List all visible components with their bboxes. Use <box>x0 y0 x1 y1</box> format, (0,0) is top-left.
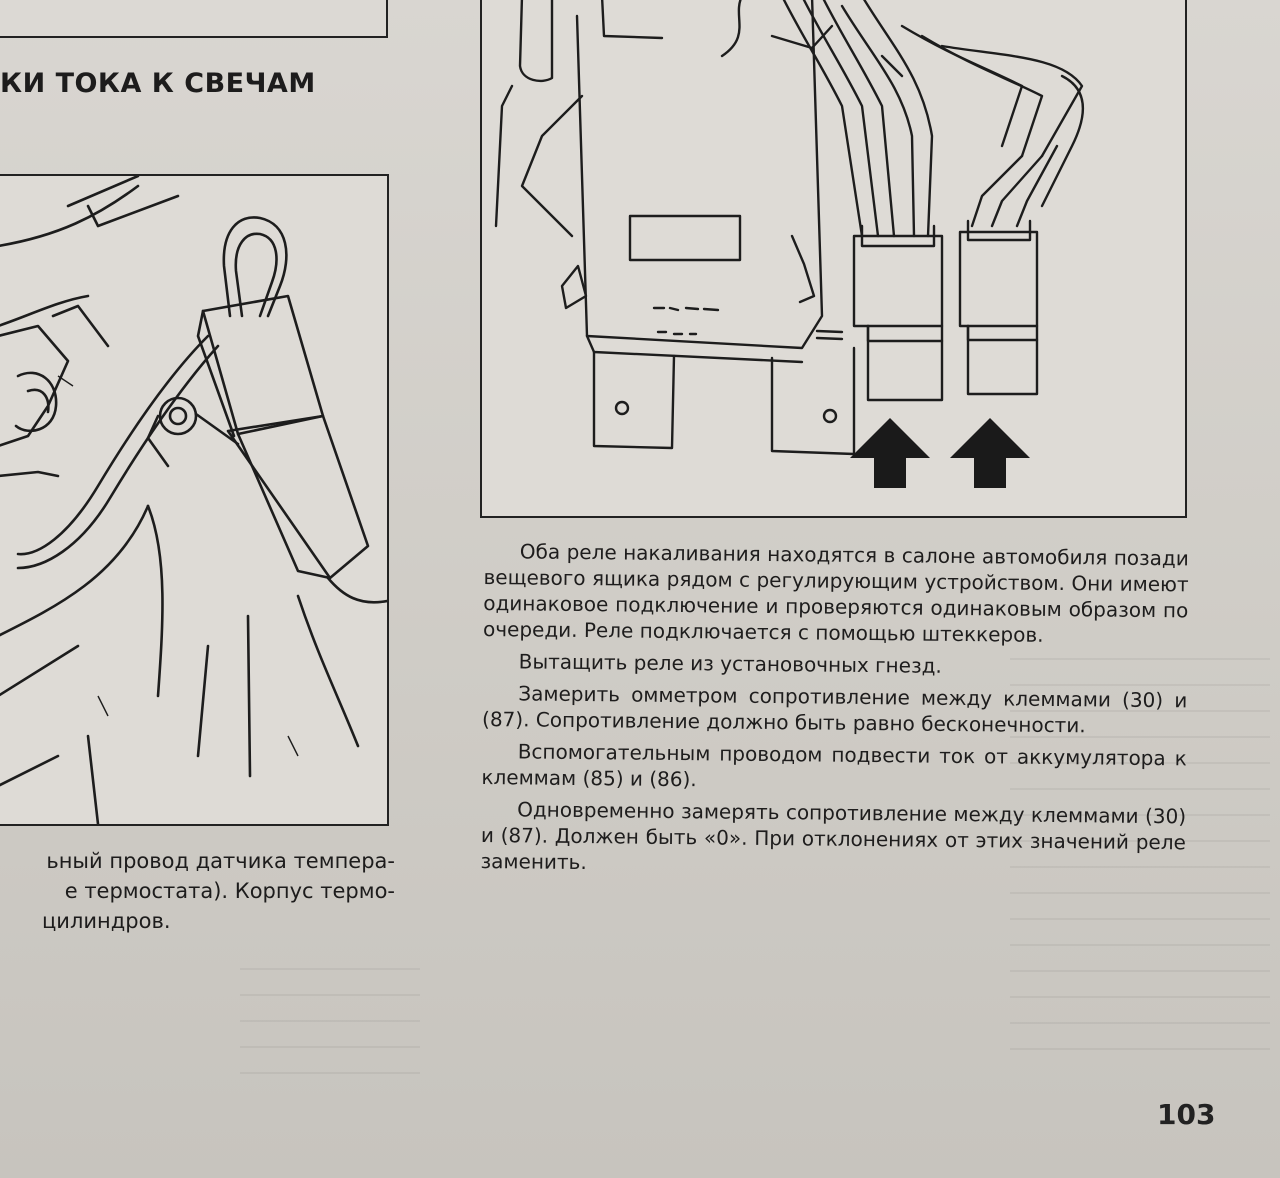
caption-line-1: ьный провод датчика темпера- <box>46 849 395 873</box>
paragraph-remove-relay: Вытащить реле из установочных гнезд. <box>518 649 942 678</box>
sensor-wire-drawing <box>0 176 387 824</box>
caption-line-2: е термостата). Корпус термо- <box>64 879 395 903</box>
glow-relays-figure <box>480 0 1187 518</box>
paragraph-relay-location: Оба реле накаливания находятся в салоне автомобиля позади вещевого ящика рядом с регулирующим устройством. Они имеют одинаковое подключение и проверяются одинаковым образом по очереди. Реле подключается с помощью штеккеров. <box>482 539 1189 647</box>
paragraph-check-zero: Одновременно замерять сопротивление между клеммами (30) и (87). Должен быть «0». При отклонениях от этих значений реле заменить. <box>480 797 1187 875</box>
paragraph-apply-current: Вспомогательным проводом подвести ток от аккумулятора к клеммам (85) и (86). <box>481 739 1187 792</box>
sensor-wire-figure <box>0 174 389 826</box>
section-heading: КИ ТОКА К СВЕЧАМ <box>0 68 316 99</box>
instruction-text <box>480 538 1189 887</box>
show-through-texture-left <box>240 950 420 1080</box>
caption-line-3: цилиндров. <box>42 909 171 933</box>
relay-arrow-icon <box>950 418 1030 488</box>
top-left-figure-frame <box>0 0 388 38</box>
relay-arrow-icon <box>850 418 930 488</box>
left-figure-caption <box>0 846 395 936</box>
glow-relays-drawing <box>482 0 1185 514</box>
paragraph-measure-resistance: Замерить омметром сопротивление между клеммами (30) и (87). Сопротивление должно быть равно бесконечности. <box>481 681 1188 738</box>
page-number: 103 <box>1157 1098 1216 1131</box>
